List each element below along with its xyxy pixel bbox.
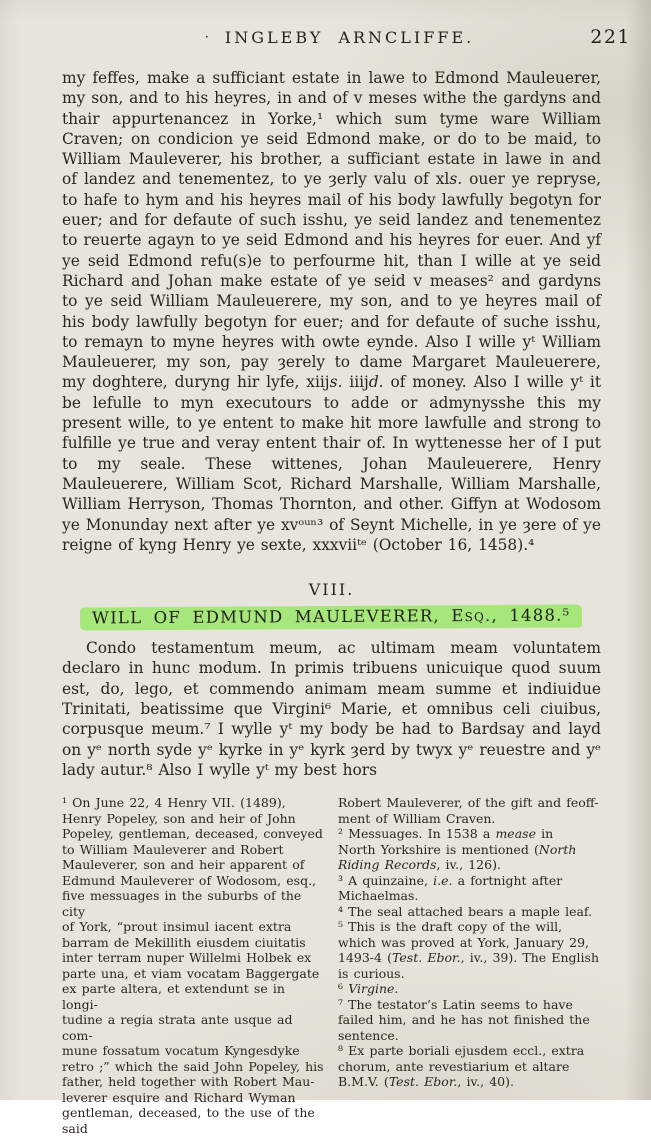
footnotes-right-column: Robert Mauleverer, of the gift and feoff- ment of William Craven. ² Messuages. In 1538 a mease in North Yorkshire is mentioned (North Riding Records, iv., 126). ³ A quinzaine, i.e. a fortnight after Michaelmas. ⁴ The seal attached bears a maple leaf. ⁵ This is the draft copy of the will, which was proved at York, January 29, 1493-4 (Test. Ebor., iv., 39). The English is curious. ⁶ Virgine. ⁷ The testator’s Latin seems to have failed him, and he has not finished the sentence. ⁸ Ex parte boriali ejusdem eccl., extra chorum, ante revestiarium et altare B.M.V. (Test. Ebor., iv., 40). <box>338 795 599 1090</box>
section-number: VIII. <box>308 580 355 600</box>
running-head-title: INGLEBY ARNCLIFFE. <box>224 28 475 47</box>
print-speck: · <box>204 30 209 45</box>
section-heading-highlight: WILL OF EDMUND MAULEVERER, Esq., 1488.⁵ <box>80 605 583 631</box>
page-number: 221 <box>590 26 631 48</box>
paragraph-will-1488: Condo testamentum meum, ac ultimam meam voluntatem declaro in hunc modum. In primis tribuens unicuique quod suum est, do, lego, et commendo animam meam summe et indiuidue Trinitati, beatissime que Virgini⁶ Marie, et omnibus celi ciuibus, corpusque meum.⁷ I wylle yᵗ my body be had to Bardsay and layd on yᵉ north syde yᵉ kyrke in yᵉ kyrk ȝerd by twyx yᵉ reuestre and yᵉ lady autur.⁸ Also I wylle yᵗ my best hors <box>62 639 601 779</box>
running-head <box>78 28 601 47</box>
footnotes-left-column: ¹ On June 22, 4 Henry VII. (1489), Henry Popeley, son and heir of John Popeley, gentleman, deceased, conveyed to William Mauleverer and Robert Mauleverer, son and heir apparent of Edmund Mauleverer of Wodosom, esq., five messuages in the suburbs of the city of York, “prout insimul iacent extra barram de Mekillith eiusdem ciuitatis inter terram nuper Willelmi Holbek ex parte una, et viam vocatam Baggergate ex parte altera, et extendunt se in longi- tudine a regia strata ante usque ad com- mune fossatum vocatum Kyngesdyke retro ;” which the said John Popeley, his father, held together with Robert Mau- leverer esquire and Richard Wyman gentleman, deceased, to the use of the said <box>62 795 324 1136</box>
page-header <box>62 26 631 54</box>
section-heading <box>62 606 601 629</box>
footnotes <box>62 795 601 1136</box>
paragraph-will-1458: my feffes, make a sufficiant estate in lawe to Edmond Mauleuerer, my son, and to his heyres, in and of v meses withe the gardyns and thair appurtenancez in Yorke,¹ which sum tyme ware William Craven; on condicion ye seid Edmond make, or do to be maid, to William Mauleverer, his brother, a sufficiant estate in lawe in and of landez and tenementez, to ye ȝerly valu of xls. ouer ye repryse, to hafe to hym and his heyres mail of his body lawfully begotyn for euer; and for defaute of such isshu, ye seid landez and tenementez to reuerte agayn to ye seid Edmond and his heyres for euer. And yf ye seid Edmond refu(s)e to perfourme hit, than I wille at ye seid Richard and Johan make estate of ye seid v meases² and gardyns to ye seid William Mauleuerere, my son, and to ye heyres mail of his body lawfully begotyn for euer; and for defaute of suche isshu, to remayn to myne heyres with owte eynde. Also I wille yᵗ William Mauleuerer, my son, pay ȝerely to dame Margaret Mauleuerere, my doghtere, duryng hir lyfe, xiijs. iiijd. of money. Also I wille yᵗ it be lefulle to myn executours to adde or admynysshe this my present wille, to ye entent to make hit more lawfulle and strong to fulfille ye true and veray entent thair of. In wyttenesse her of I put to my seale. These wittenes, Johan Mauleuerere, Henry Mauleuerere, William Scot, Richard Marshalle, William Marshalle, William Herryson, Thomas Thornton, and other. Giffyn at Wodosom ye Monunday next after ye xvᵒᵘⁿ³ of Seynt Michelle, in ye ȝere of ye reigne of kyng Henry ye sexte, xxxviiᵗᵉ (October 16, 1458).⁴ <box>62 69 602 554</box>
